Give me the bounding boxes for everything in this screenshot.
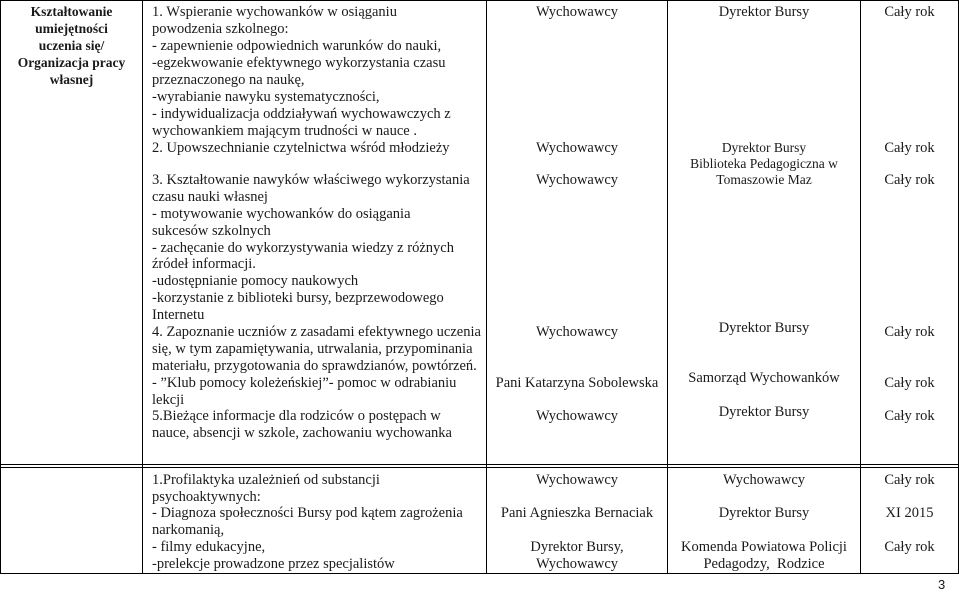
- row2-top-border: [0, 467, 959, 468]
- task-line: wychowankiem mającym trudności w nauce .: [152, 123, 417, 139]
- responsible-entry: Wychowawcy: [535, 140, 619, 156]
- partner-entry: Komenda Powiatowa Policji: [681, 539, 847, 555]
- partner-entry: Samorząd Wychowanków: [688, 370, 840, 386]
- task-line: czasu nauki własnej: [152, 189, 268, 205]
- category-line: Kształtowanie: [30, 4, 113, 19]
- task-line: 1.Profilaktyka uzależnień od substancji: [152, 472, 380, 488]
- task-line: sukcesów szkolnych: [152, 223, 271, 239]
- responsible-entry: Wychowawcy: [535, 4, 619, 20]
- responsible-entry: Pani Katarzyna Sobolewska: [495, 375, 659, 391]
- term-entry: Cały rok: [884, 324, 935, 340]
- task-line: 5.Bieżące informacje dla rodziców o postępach w: [152, 408, 441, 424]
- responsible-entry: Wychowawcy: [535, 472, 619, 488]
- responsible-entry: Wychowawcy: [535, 408, 619, 424]
- table-top-border: [0, 0, 959, 1]
- category-line: uczenia się/: [38, 38, 105, 53]
- task-line: - Diagnoza społeczności Bursy pod kątem zagrożenia: [152, 505, 463, 521]
- task-line: się, w tym zapamiętywania, utrwalania, przypominania: [152, 341, 473, 357]
- partner-entry: Dyrektor Bursy: [721, 140, 807, 155]
- task-line: -egzekwowanie efektywnego wykorzystania czasu: [152, 55, 446, 71]
- task-line: narkomanią,: [152, 522, 225, 538]
- partner-entry: Wychowawcy: [722, 472, 806, 488]
- task-line: powodzenia szkolnego:: [152, 21, 289, 37]
- partner-entry: Pedagodzy, Rodzice: [703, 556, 825, 572]
- partner-entry: Dyrektor Bursy: [718, 404, 810, 420]
- task-line: - filmy edukacyjne,: [152, 539, 266, 555]
- term-entry: Cały rok: [884, 172, 935, 188]
- task-line: - motywowanie wychowanków do osiągania: [152, 206, 411, 222]
- task-line: przeznaczonego na naukę,: [152, 72, 305, 88]
- task-line: 1. Wspieranie wychowanków w osiąganiu: [152, 4, 397, 20]
- task-line: nauce, absencji w szkole, zachowaniu wychowanka: [152, 425, 452, 441]
- task-line: Internetu: [152, 307, 205, 323]
- col-border-1: [142, 0, 143, 574]
- task-line: 3. Kształtowanie nawyków właściwego wykorzystania: [152, 172, 470, 188]
- term-entry: Cały rok: [884, 140, 935, 156]
- responsible-entry: Wychowawcy: [535, 172, 619, 188]
- partner-entry: Tomaszowie Maz: [716, 172, 812, 187]
- task-line: materiału, przygotowania do sprawdzianów, powtórzeń.: [152, 358, 477, 374]
- term-entry: Cały rok: [884, 375, 935, 391]
- partner-entry: Dyrektor Bursy: [718, 320, 810, 336]
- task-line: źródeł informacji.: [152, 256, 256, 272]
- page-number: 3: [938, 577, 946, 592]
- partner-entry: Dyrektor Bursy: [718, 4, 810, 20]
- partner-entry: Dyrektor Bursy: [718, 505, 810, 521]
- table-bottom-border: [0, 573, 959, 574]
- term-entry: Cały rok: [884, 472, 935, 488]
- task-line: 4. Zapoznanie uczniów z zasadami efektywnego uczenia: [152, 324, 481, 340]
- term-entry: Cały rok: [884, 408, 935, 424]
- row1-bottom-border: [0, 464, 959, 465]
- responsible-entry: Wychowawcy: [535, 324, 619, 340]
- task-line: -wyrabianie nawyku systematyczności,: [152, 89, 380, 105]
- task-line: 2. Upowszechnianie czytelnictwa wśród młodzieży: [152, 140, 450, 156]
- partner-entry: Biblioteka Pedagogiczna w: [690, 156, 838, 171]
- task-line: -udostępnianie pomocy naukowych: [152, 273, 359, 289]
- responsible-entry: Wychowawcy: [535, 556, 619, 572]
- task-line: - ”Klub pomocy koleżeńskiej”- pomoc w odrabianiu: [152, 375, 457, 391]
- term-entry: Cały rok: [884, 4, 935, 20]
- task-line: lekcji: [152, 392, 185, 408]
- task-line: - zachęcanie do wykorzystywania wiedzy z różnych: [152, 240, 454, 256]
- term-entry: Cały rok: [884, 539, 935, 555]
- responsible-entry: Dyrektor Bursy,: [530, 539, 624, 555]
- task-line: -prelekcje prowadzone przez specjalistów: [152, 556, 395, 572]
- responsible-entry: Pani Agnieszka Bernaciak: [500, 505, 654, 521]
- category-line: umiejętności: [35, 21, 108, 36]
- category-line: Organizacja pracy: [17, 55, 126, 70]
- task-line: - zapewnienie odpowiednich warunków do nauki,: [152, 38, 442, 54]
- task-line: psychoaktywnych:: [152, 489, 261, 505]
- task-line: - indywidualizacja oddziaływań wychowawczych z: [152, 106, 451, 122]
- term-entry: XI 2015: [885, 505, 934, 521]
- category-line: własnej: [49, 72, 94, 87]
- task-line: -korzystanie z biblioteki bursy, bezprzewodowego: [152, 290, 444, 306]
